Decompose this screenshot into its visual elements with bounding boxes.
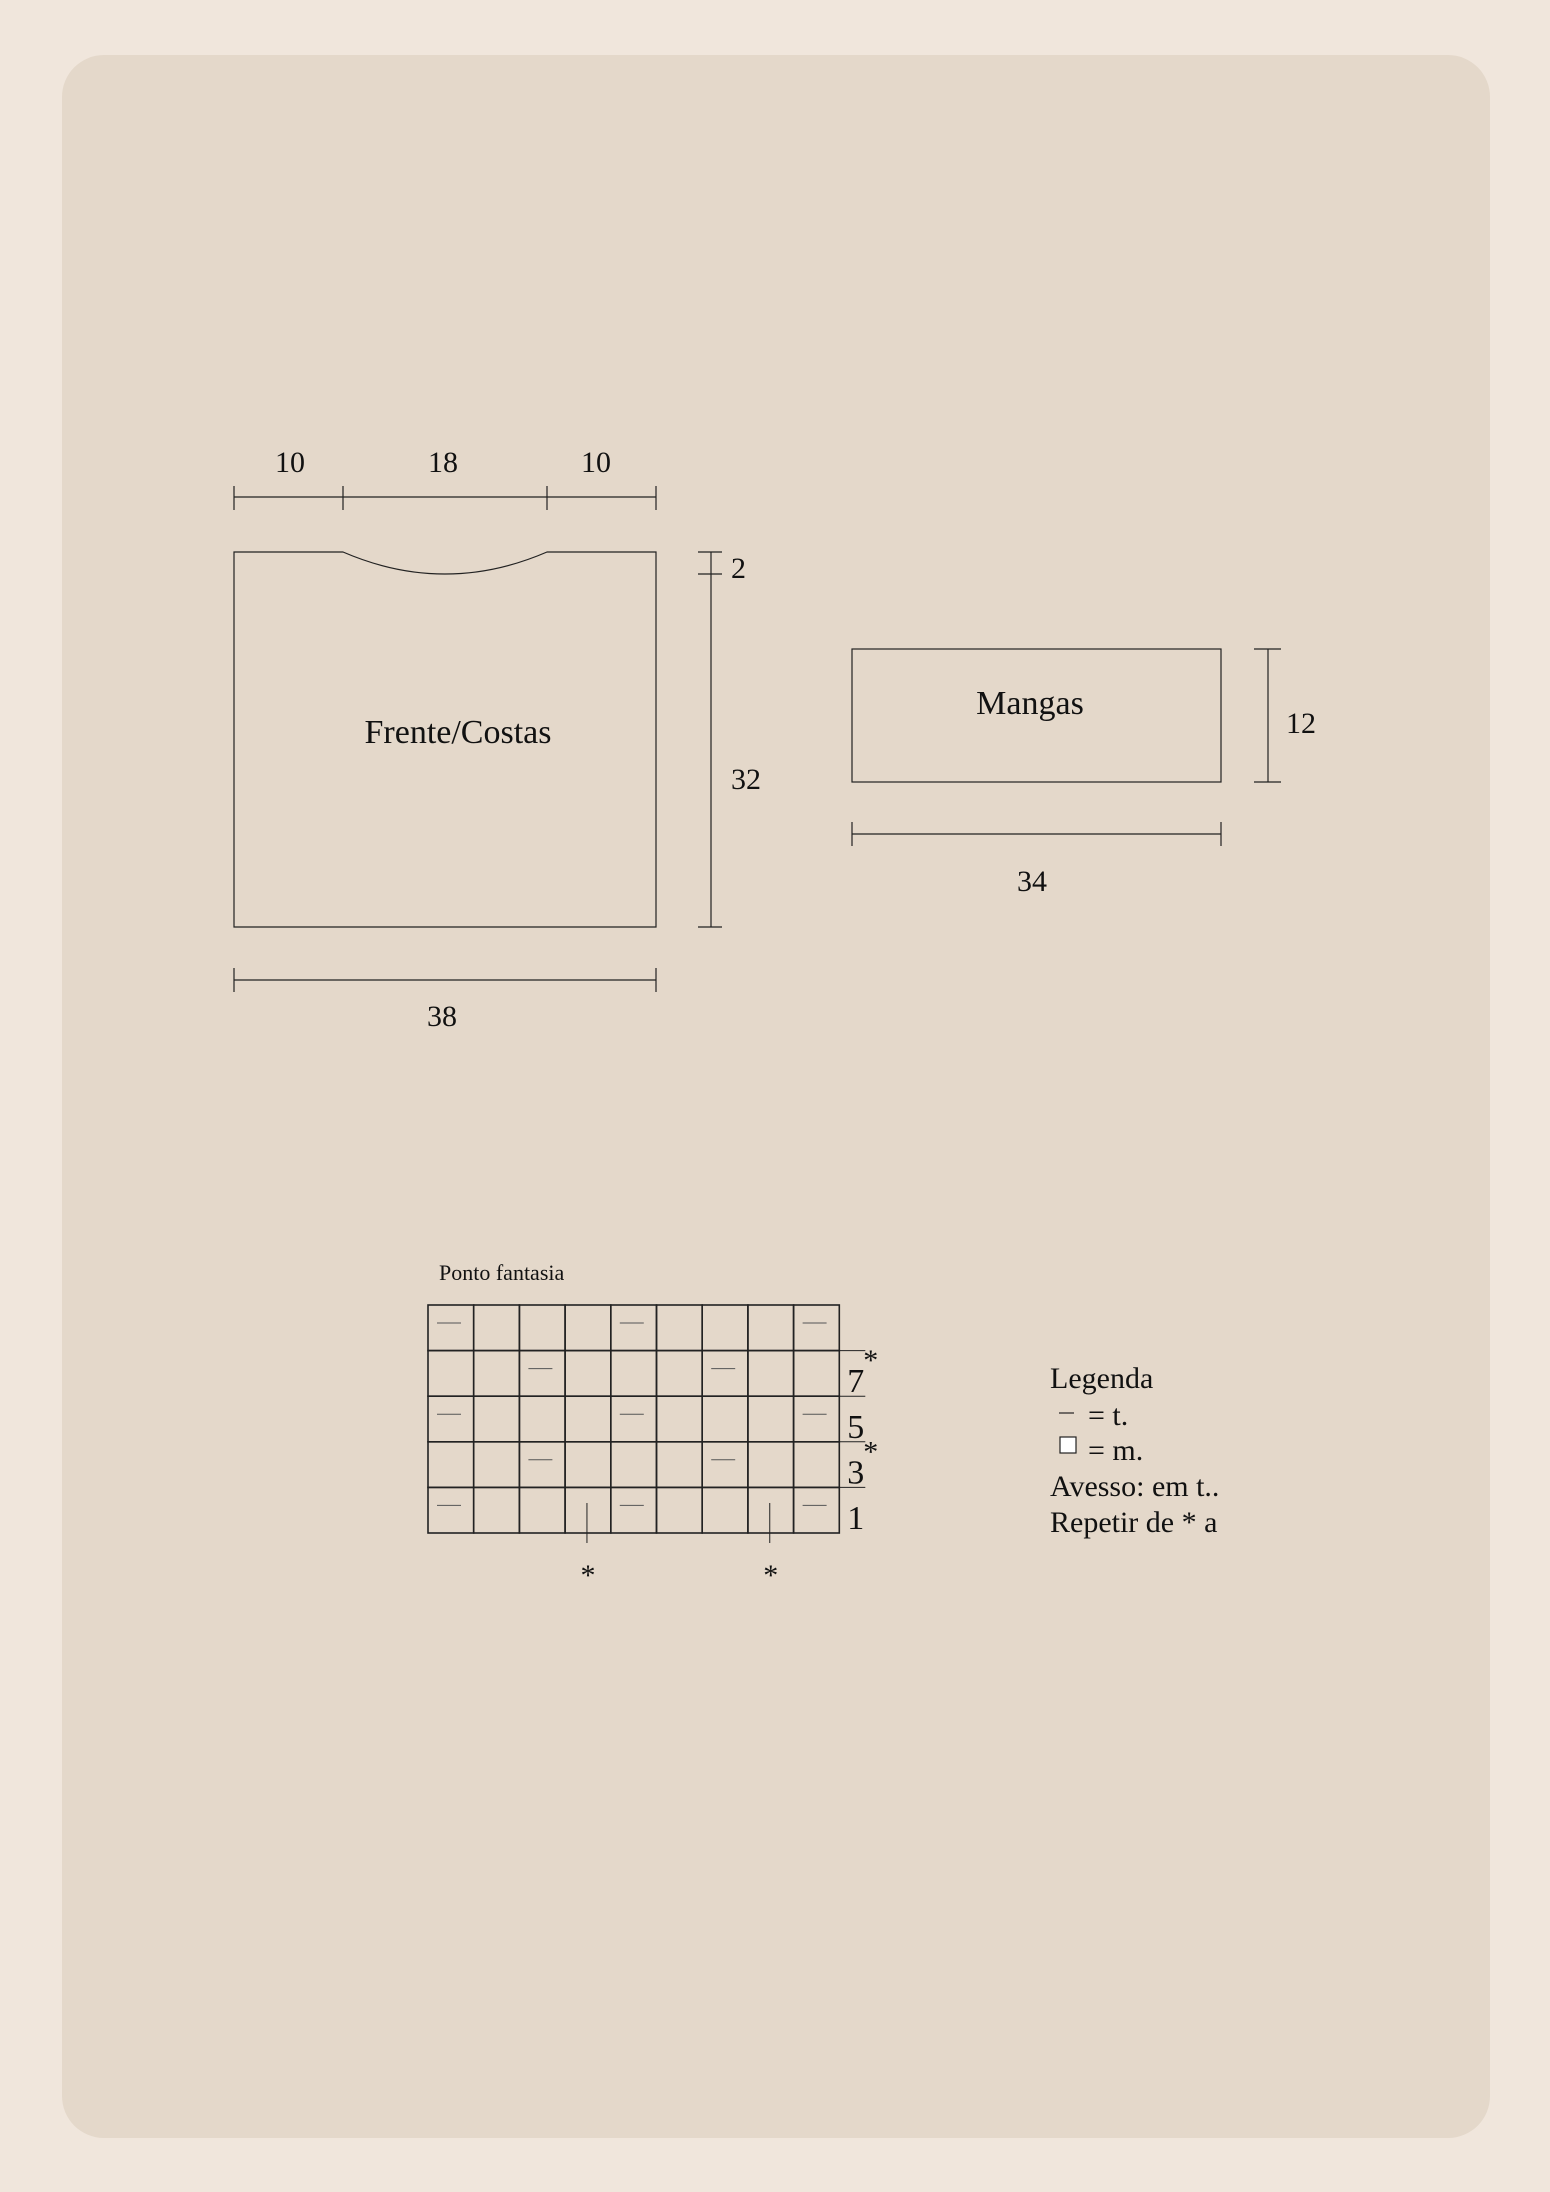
height-dim: 32	[731, 763, 761, 796]
chart-cell	[657, 1442, 703, 1488]
row-number-5: 5	[847, 1408, 865, 1446]
chart-cell	[519, 1442, 565, 1488]
chart-cell	[611, 1305, 657, 1351]
chart-cell	[702, 1351, 748, 1397]
chart-cell	[748, 1305, 794, 1351]
chart-cell	[611, 1351, 657, 1397]
chart-cell	[611, 1442, 657, 1488]
chart-cell	[565, 1305, 611, 1351]
chart-cell	[657, 1487, 703, 1533]
width-dim: 38	[427, 1000, 457, 1033]
legend-note-repeat: Repetir de * a	[1050, 1506, 1218, 1539]
chart-cell	[702, 1396, 748, 1442]
repeat-marker-star: *	[580, 1559, 596, 1592]
chart-cell	[474, 1396, 520, 1442]
top-dim-right: 10	[581, 446, 611, 479]
chart-cell	[702, 1487, 748, 1533]
chart-cell	[794, 1396, 840, 1442]
chart-cell	[428, 1305, 474, 1351]
chart-cell	[428, 1487, 474, 1533]
neck-depth-dim: 2	[731, 552, 746, 585]
chart-cell	[474, 1442, 520, 1488]
stitch-chart-title: Ponto fantasia	[439, 1260, 565, 1285]
repeat-marker-star: *	[763, 1559, 779, 1592]
legend-item-knit: = m.	[1088, 1434, 1144, 1467]
sleeve-piece	[852, 649, 1281, 846]
chart-cell	[474, 1487, 520, 1533]
row-number-7: 7	[847, 1363, 865, 1401]
chart-cell	[565, 1396, 611, 1442]
chart-cell	[702, 1305, 748, 1351]
chart-cell	[702, 1442, 748, 1488]
chart-cell	[519, 1305, 565, 1351]
chart-cell	[748, 1396, 794, 1442]
chart-cell	[794, 1351, 840, 1397]
chart-cell	[657, 1305, 703, 1351]
chart-cell	[611, 1396, 657, 1442]
chart-cell	[565, 1487, 611, 1533]
sleeve-height-dim: 12	[1286, 707, 1316, 740]
stitch-chart-grid	[428, 1305, 878, 1592]
legend	[1050, 1362, 1219, 1539]
chart-cell	[565, 1351, 611, 1397]
chart-cell	[474, 1305, 520, 1351]
body-piece-label: Frente/Costas	[364, 714, 552, 751]
chart-cell	[611, 1487, 657, 1533]
chart-cell	[794, 1487, 840, 1533]
chart-cell	[428, 1396, 474, 1442]
row-number-3: 3	[847, 1454, 865, 1492]
chart-cell	[519, 1351, 565, 1397]
row-repeat-star: *	[863, 1344, 879, 1378]
chart-cell	[748, 1351, 794, 1397]
legend-title: Legenda	[1050, 1362, 1154, 1395]
empty-square-icon	[1060, 1437, 1076, 1453]
chart-cell	[657, 1351, 703, 1397]
chart-cell	[748, 1487, 794, 1533]
chart-cell	[794, 1442, 840, 1488]
top-dim-middle: 18	[428, 446, 458, 479]
row-number-1: 1	[847, 1500, 865, 1537]
legend-item-purl: = t.	[1088, 1399, 1129, 1432]
chart-cell	[428, 1351, 474, 1397]
sleeve-piece-label: Mangas	[976, 685, 1084, 722]
chart-cell	[428, 1442, 474, 1488]
row-repeat-star: *	[863, 1435, 879, 1469]
chart-cell	[519, 1487, 565, 1533]
chart-cell	[794, 1305, 840, 1351]
legend-note-wrong-side: Avesso: em t..	[1050, 1470, 1220, 1503]
chart-cell	[474, 1351, 520, 1397]
chart-cell	[657, 1396, 703, 1442]
chart-cell	[565, 1442, 611, 1488]
top-dim-left: 10	[275, 446, 305, 479]
sleeve-width-dim: 34	[1017, 865, 1047, 898]
chart-cell	[519, 1396, 565, 1442]
chart-cell	[748, 1442, 794, 1488]
